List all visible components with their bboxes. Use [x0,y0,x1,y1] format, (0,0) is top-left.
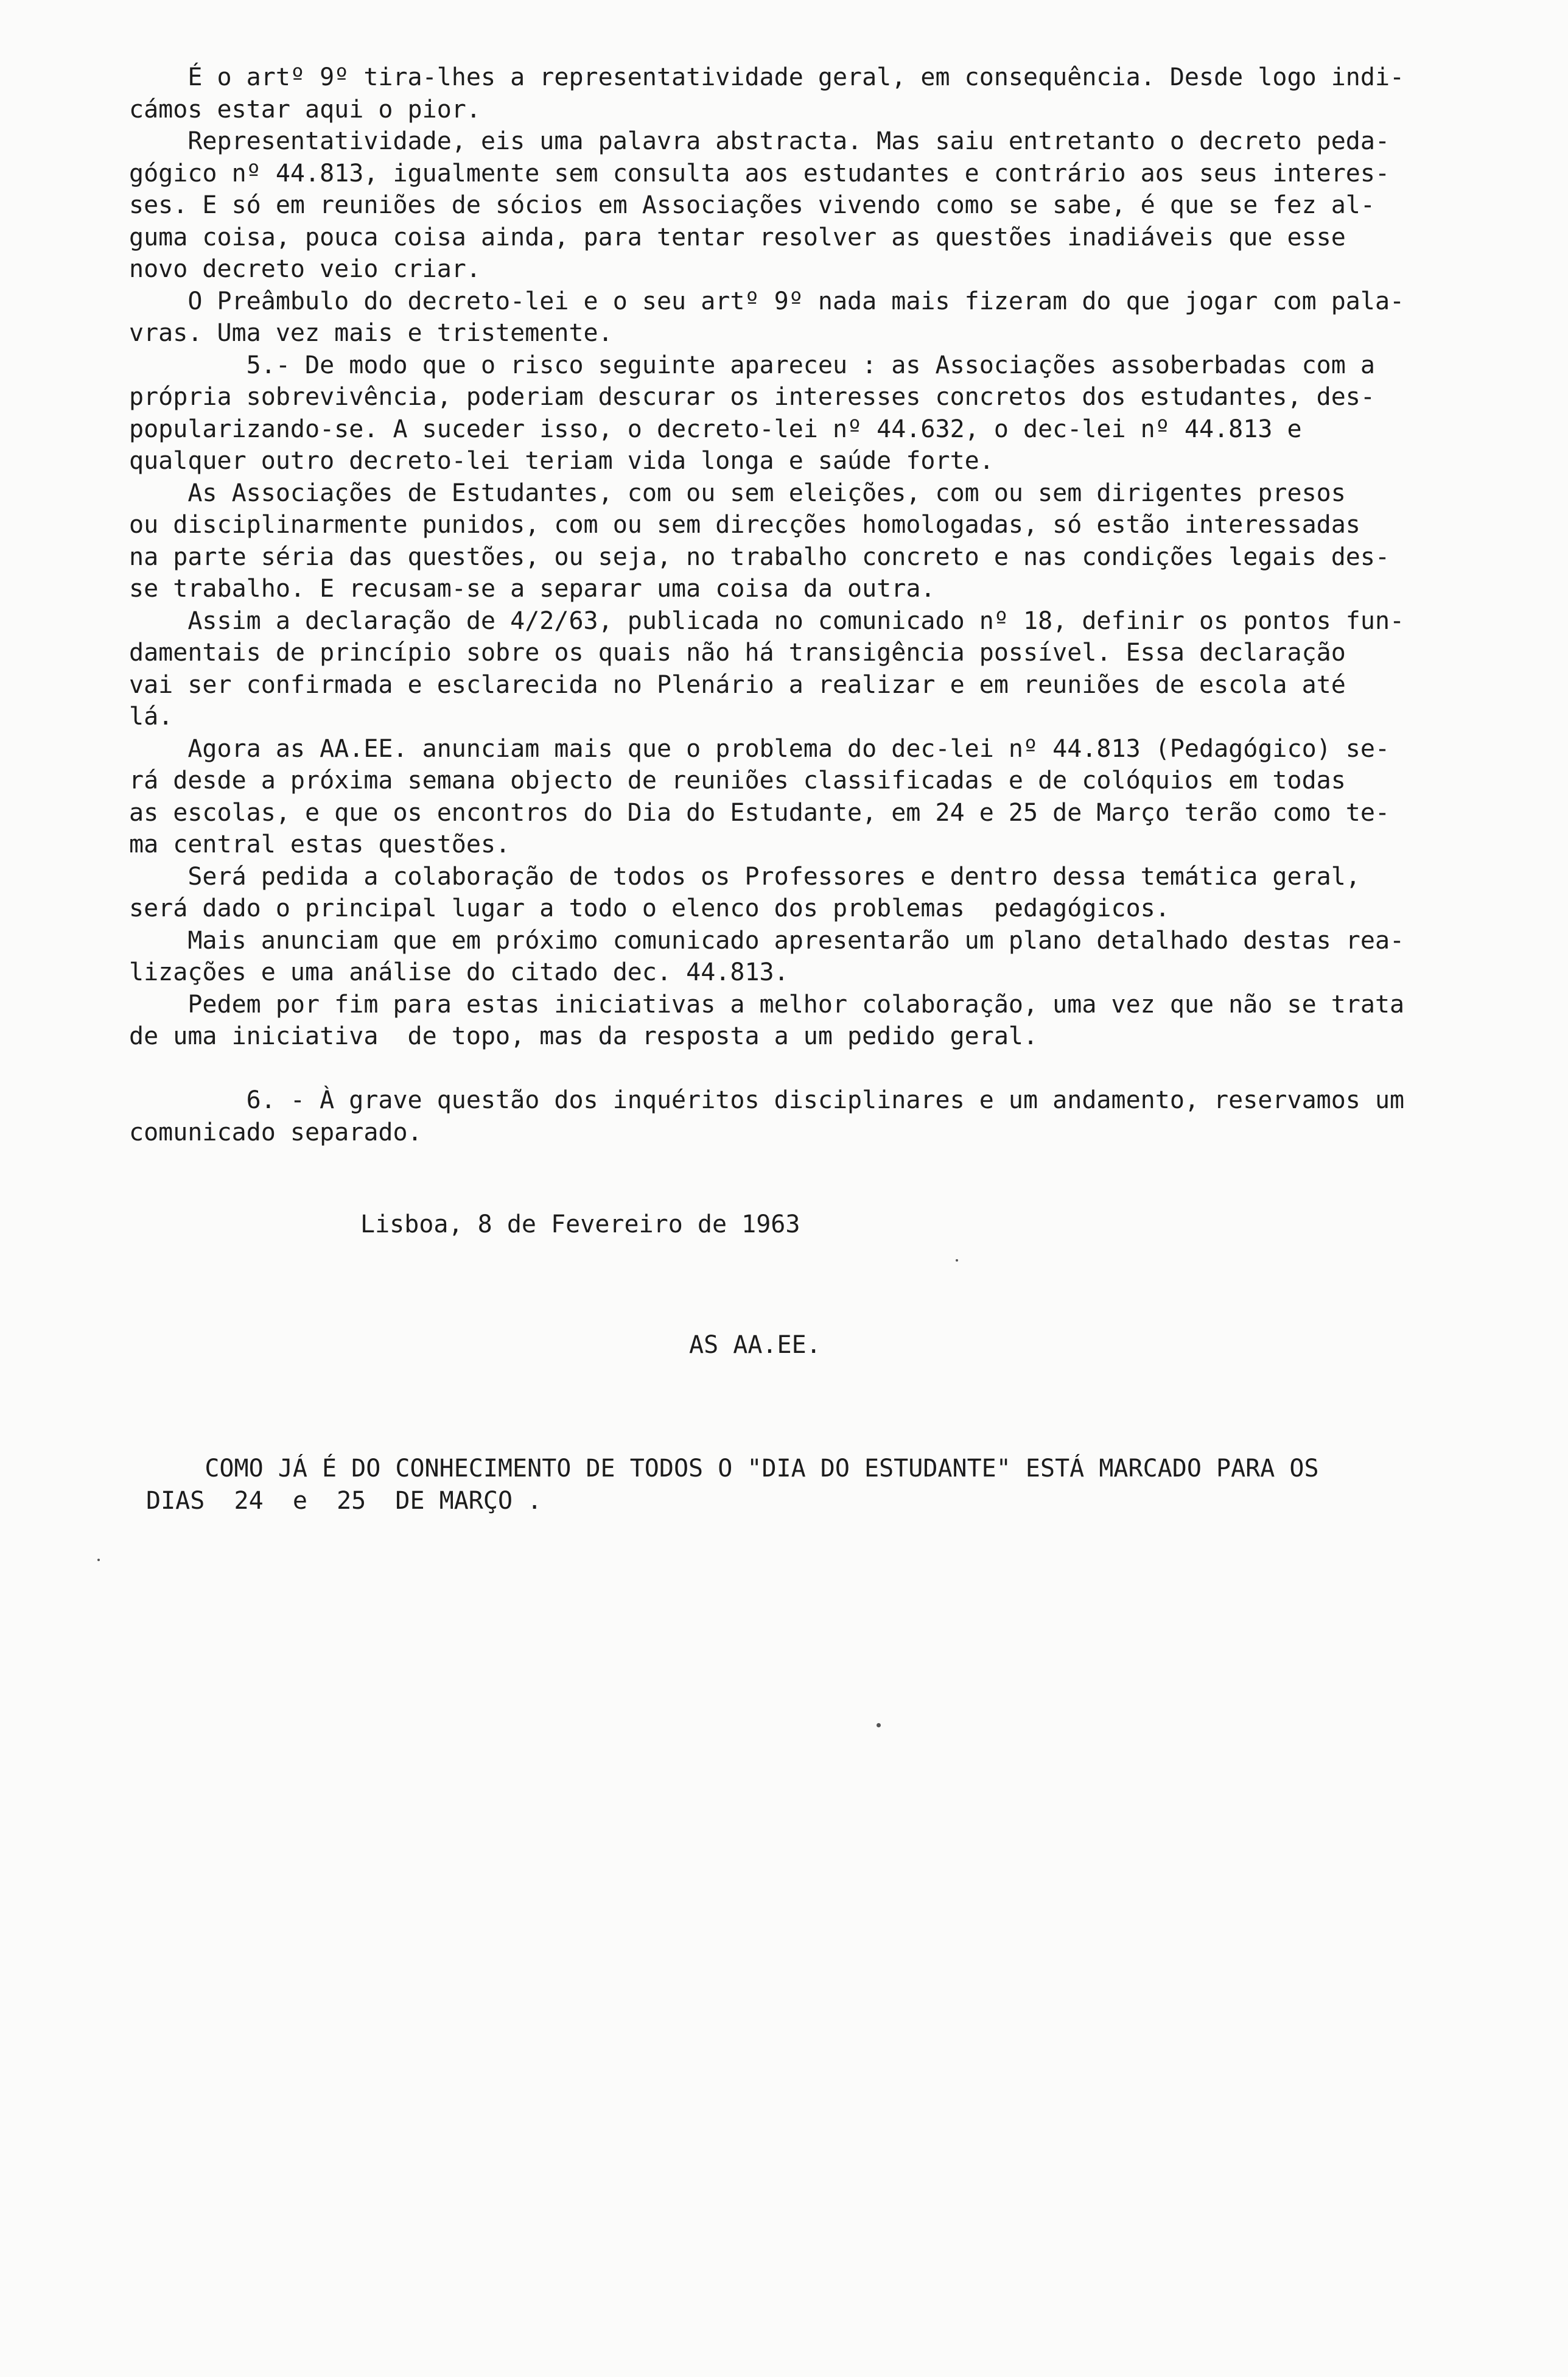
body-line: 6. - À grave questão dos inquéritos disciplinares e um andamento, reservamos um [129,1086,1405,1114]
body-line: É o artº 9º tira-lhes a representatividade geral, em consequência. Desde logo indi- [129,63,1405,91]
body-line: na parte séria das questões, ou seja, no trabalho concreto e nas condições legais des- [129,542,1390,571]
place-date: Lisboa, 8 de Fevereiro de 1963 [360,1210,800,1238]
body-line: gógico nº 44.813, igualmente sem consulta aos estudantes e contrário aos seus interes- [129,159,1390,188]
body-line: será dado o principal lugar a todo o elenco dos problemas pedagógicos. [129,894,1170,922]
body-line: Mais anunciam que em próximo comunicado apresentarão um plano detalhado destas rea- [129,926,1405,955]
body-line: qualquer outro decreto-lei teriam vida longa e saúde forte. [129,447,994,475]
ink-speck [956,1259,958,1262]
body-line: Representatividade, eis uma palavra abstracta. Mas saiu entretanto o decreto peda- [129,127,1390,155]
body-line: lizações e uma análise do citado dec. 44.813. [129,958,789,986]
body-line: cámos estar aqui o pior. [129,95,481,124]
body-line: ou disciplinarmente punidos, com ou sem direcções homologadas, só estão interessadas [129,511,1360,539]
body-line [129,1053,1404,1085]
notice-text [146,1453,1319,1517]
body-line: damentais de princípio sobre os quais não há transigência possível. Essa declaração [129,639,1346,667]
body-line: Agora as AA.EE. anunciam mais que o problema do dec-lei nº 44.813 (Pedagógico) se- [129,734,1390,763]
signature: AS AA.EE. [689,1331,821,1359]
ink-speck [877,1723,881,1727]
body-line: comunicado separado. [129,1118,422,1146]
body-line: própria sobrevivência, poderiam descurar os interesses concretos dos estudantes, des- [129,383,1375,411]
body-line: se trabalho. E recusam-se a separar uma coisa da outra. [129,575,936,603]
notice-line: COMO JÁ É DO CONHECIMENTO DE TODOS O "DIA DO ESTUDANTE" ESTÁ MARCADO PARA OS [146,1455,1319,1483]
body-line: rá desde a próxima semana objecto de reuniões classificadas e de colóquios em todas [129,767,1346,795]
ink-speck [97,1559,100,1561]
body-line: lá. [129,703,173,731]
body-line: de uma iniciativa de topo, mas da resposta a um pedido geral. [129,1022,1038,1050]
notice-line: DIAS 24 e 25 DE MARÇO . [146,1486,542,1515]
body-line: vras. Uma vez mais e tristemente. [129,319,613,347]
body-line: novo decreto veio criar. [129,255,481,283]
body-line: guma coisa, pouca coisa ainda, para tentar resolver as questões inadiáveis que esse [129,223,1346,251]
body-text [129,61,1404,1148]
body-line: As Associações de Estudantes, com ou sem eleições, com ou sem dirigentes presos [129,479,1346,507]
body-line: ma central estas questões. [129,830,511,858]
body-line: ses. E só em reuniões de sócios em Associações vivendo como se sabe, é que se fez al- [129,191,1375,219]
body-line: Será pedida a colaboração de todos os Professores e dentro dessa temática geral, [129,862,1360,891]
body-line: Pedem por fim para estas iniciativas a melhor colaboração, uma vez que não se trata [129,990,1405,1019]
body-line: 5.- De modo que o risco seguinte apareceu : as Associações assoberbadas com a [129,351,1375,379]
body-line: as escolas, e que os encontros do Dia do Estudante, em 24 e 25 de Março terão como te- [129,798,1390,827]
body-line: vai ser confirmada e esclarecida no Plenário a realizar e em reuniões de escola até [129,670,1346,699]
body-line: Assim a declaração de 4/2/63, publicada no comunicado nº 18, definir os pontos fun- [129,606,1405,635]
body-line: O Preâmbulo do decreto-lei e o seu artº 9º nada mais fizeram do que jogar com pala- [129,287,1405,315]
body-line: popularizando-se. A suceder isso, o decreto-lei nº 44.632, o dec-lei nº 44.813 e [129,415,1302,443]
